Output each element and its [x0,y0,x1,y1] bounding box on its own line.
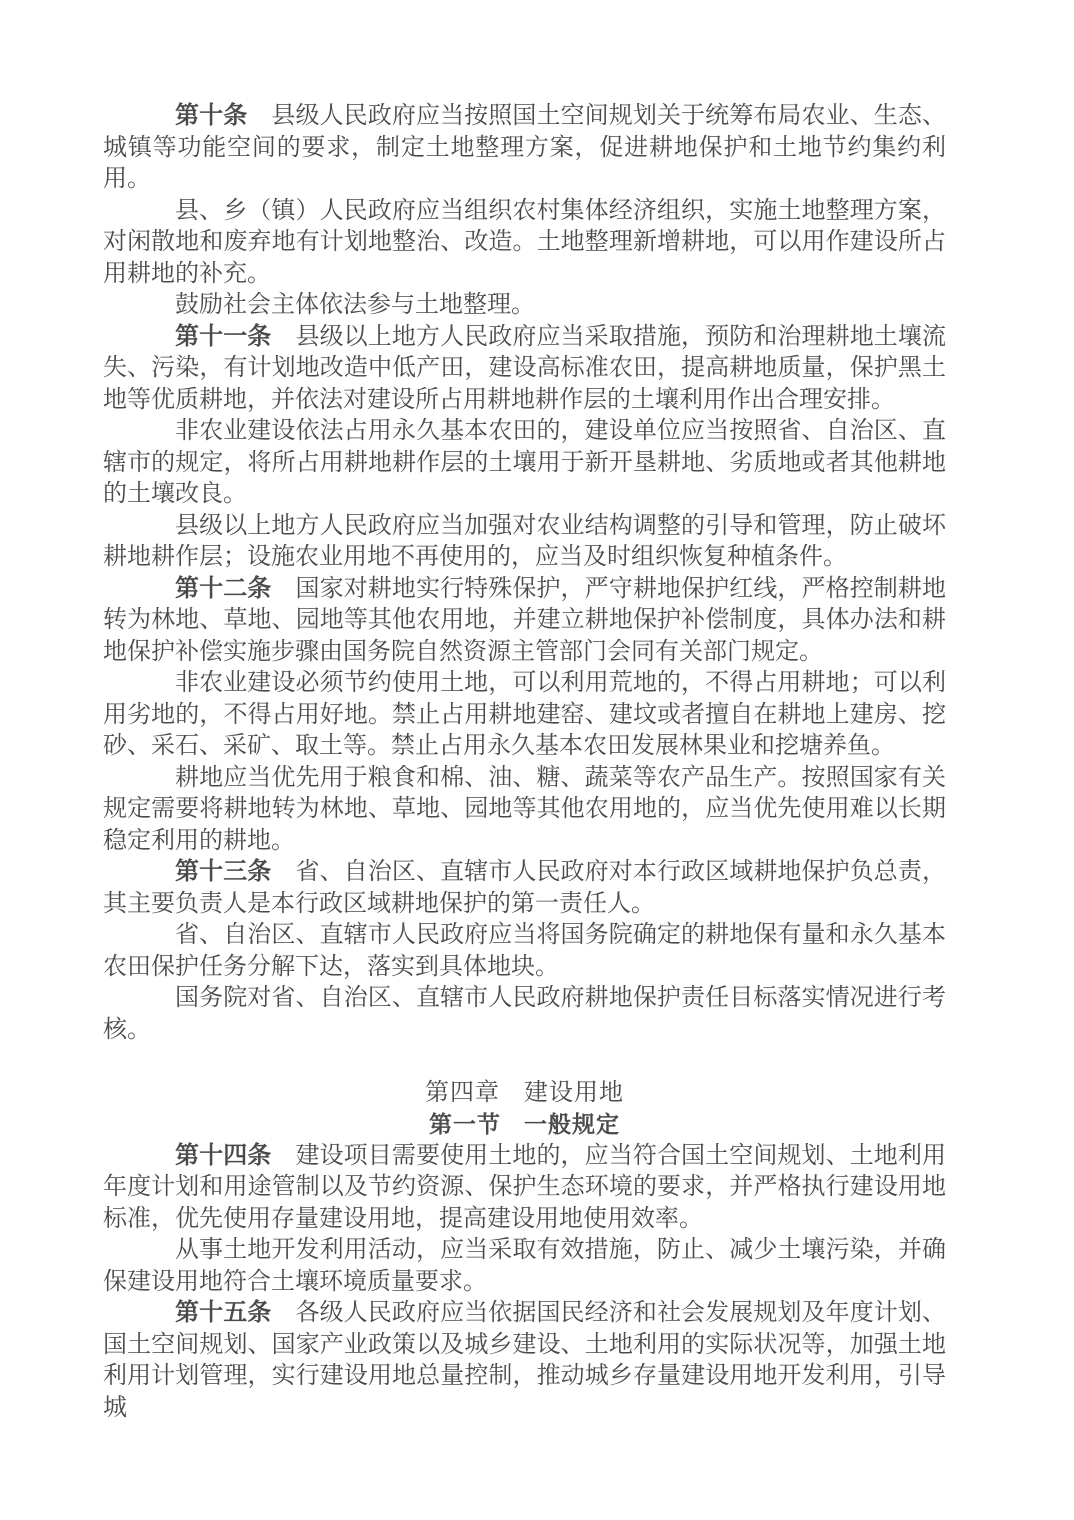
paragraph-article-13 [103,857,946,920]
paragraph [103,511,946,574]
paragraph [103,290,946,322]
paragraph-article-12 [103,574,946,669]
paragraph-article-11 [103,322,946,417]
article-number: 第十三条 [175,859,272,885]
article-number: 第十四条 [175,1142,272,1169]
paragraph [103,668,946,763]
paragraph-text: 县级以上地方人民政府应当采取措施，预防和治理耕地土壤流失、污染，有计划地改造中低产田，建设高标准农田，提高耕地质量，保护黑土地等优质耕地，并依法对建设所占用耕地耕作层的土壤利用作出合理安排。 [103,323,947,413]
section-number: 第一节 [429,1111,501,1137]
article-number: 第十二条 [175,575,272,602]
paragraph-text: 县级人民政府应当按照国土空间规划关于统筹布局农业、生态、城镇等功能空间的要求，制定土地整理方案，促进耕地保护和土地节约集约利用。 [103,103,947,192]
paragraph [103,196,946,291]
paragraph-article-14 [103,1141,946,1236]
paragraph-text: 鼓励社会主体依法参与土地整理。 [175,292,535,318]
paragraph-text: 建设项目需要使用土地的，应当符合国土空间规划、土地利用年度计划和用途管制以及节约资源、保护生态环境的要求，并严格执行建设用地标准，优先使用存量建设用地，提高建设用地使用效率。 [103,1142,947,1232]
paragraph-text: 非农业建设必须节约使用土地，可以利用荒地的，不得占用耕地；可以利用劣地的，不得占用好地。禁止占用耕地建窑、建坟或者擅自在耕地上建房、挖砂、采石、采矿、取土等。禁止占用永久基本农田发展林果业和挖塘养鱼。 [103,670,946,759]
article-number: 第十一条 [175,323,272,350]
article-number: 第十五条 [175,1300,272,1326]
paragraph-text: 非农业建设依法占用永久基本农田的，建设单位应当按照省、自治区、直辖市的规定，将所占用耕地耕作层的土壤用于新开垦耕地、劣质地或者其他耕地的土壤改良。 [103,418,946,507]
chapter-number: 第四章 [425,1079,500,1106]
chapter-title: 建设用地 [524,1079,624,1106]
paragraph-text: 国家对耕地实行特殊保护，严守耕地保护红线，严格控制耕地转为林地、草地、园地等其他农用地，并建立耕地保护补偿制度，具体办法和耕地保护补偿实施步骤由国务院自然资源主管部门会同有关部门规定。 [103,575,947,665]
paragraph-text: 县、乡（镇）人民政府应当组织农村集体经济组织，实施土地整理方案，对闲散地和废弃地有计划地整治、改造。土地整理新增耕地，可以用作建设所占用耕地的补充。 [103,197,946,287]
paragraph-text: 各级人民政府应当依据国民经济和社会发展规划及年度计划、国土空间规划、国家产业政策以及城乡建设、土地利用的实际状况等，加强土地利用计划管理，实行建设用地总量控制，推动城乡存量建设用地开发利用，引导城 [103,1300,947,1421]
paragraph [103,763,946,858]
paragraph-text: 从事土地开发利用活动，应当采取有效措施，防止、减少土壤污染，并确保建设用地符合土壤环境质量要求。 [103,1237,946,1295]
paragraph [103,1235,946,1298]
paragraph-text: 国务院对省、自治区、直辖市人民政府耕地保护责任目标落实情况进行考核。 [103,985,946,1043]
section-title: 一般规定 [524,1111,620,1137]
paragraph [103,416,946,511]
paragraph-text: 县级以上地方人民政府应当加强对农业结构调整的引导和管理，防止破坏耕地耕作层；设施农业用地不再使用的，应当及时组织恢复种植条件。 [103,512,946,570]
paragraph-text: 省、自治区、直辖市人民政府应当将国务院确定的耕地保有量和永久基本农田保护任务分解下达，落实到具体地块。 [103,922,946,980]
paragraph-text: 耕地应当优先用于粮食和棉、油、糖、蔬菜等农产品生产。按照国家有关规定需要将耕地转为林地、草地、园地等其他农用地的，应当优先使用难以长期稳定利用的耕地。 [103,764,946,854]
paragraph-article-10 [103,101,946,196]
paragraph [103,920,946,983]
paragraph-article-15 [103,1298,946,1424]
section-heading [103,1109,946,1141]
article-number: 第十条 [175,103,248,129]
chapter-heading [103,1078,946,1110]
paragraph [103,983,946,1046]
paragraph-text: 省、自治区、直辖市人民政府对本行政区域耕地保护负总责，其主要负责人是本行政区域耕地保护的第一责任人。 [103,859,947,917]
